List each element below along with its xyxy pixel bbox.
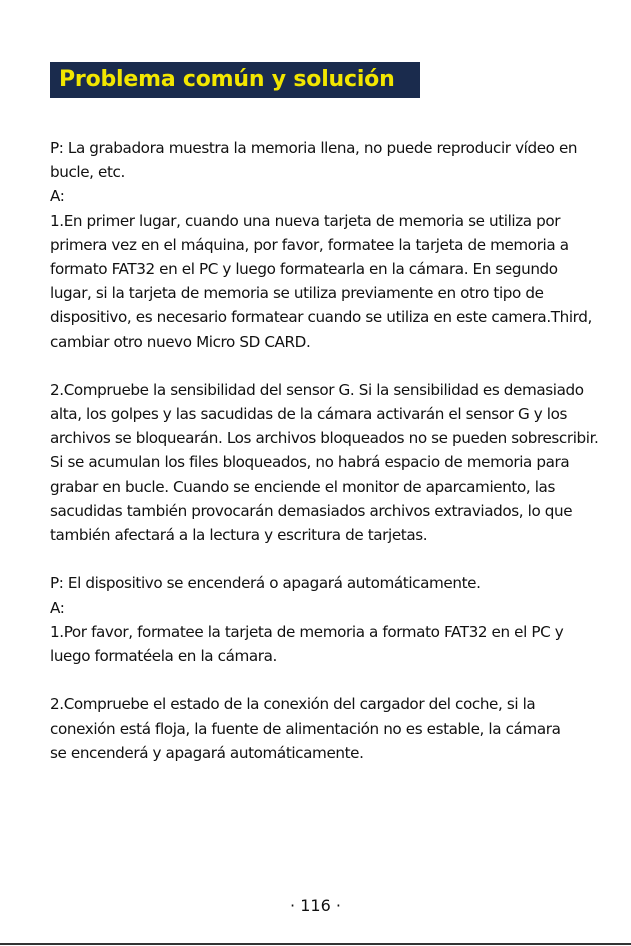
answer-line: luego formatéela en la cámara. <box>50 646 277 665</box>
answer-line: se encenderá y apagará automáticamente. <box>50 743 364 762</box>
faq-item-1 <box>50 136 610 547</box>
answer-line: dispositivo, es necesario formatear cuando se utiliza en este camera.Third, <box>50 308 592 327</box>
page-number: · 116 · <box>290 896 341 915</box>
answer-line: grabar en bucle. Cuando se enciende el monitor de aparcamiento, las <box>50 477 555 496</box>
paragraph-gap <box>50 354 610 378</box>
paragraph-gap <box>50 668 610 692</box>
answer-line: también afectará a la lectura y escritura de tarjetas. <box>50 526 428 544</box>
question-line: bucle, etc. <box>50 163 125 182</box>
answer-line: formato FAT32 en el PC y luego formatearla en la cámara. En segundo <box>50 259 558 278</box>
paragraph-gap <box>50 547 610 571</box>
answer-line: Si se acumulan los files bloqueados, no habrá espacio de memoria para <box>50 453 570 472</box>
bottom-divider <box>0 943 631 945</box>
answer-line: 2.Compruebe la sensibilidad del sensor G. Si la sensibilidad es demasiado <box>50 380 584 399</box>
answer-block-1 <box>50 209 610 354</box>
answer-block-2 <box>50 378 610 547</box>
section-title-bar <box>50 62 420 98</box>
answer-block-2 <box>50 692 610 765</box>
answer-line: 2.Compruebe el estado de la conexión del cargador del coche, si la <box>50 695 536 714</box>
answer-line: conexión está floja, la fuente de alimentación no es estable, la cámara <box>50 719 561 738</box>
answer-block-1 <box>50 620 610 668</box>
faq-item-2 <box>50 571 610 765</box>
answer-line: archivos se bloquearán. Los archivos bloqueados no se pueden sobrescribir. <box>50 429 599 448</box>
answer-line: 1.Por favor, formatee la tarjeta de memoria a formato FAT32 en el PC y <box>50 622 564 641</box>
answer-line: 1.En primer lugar, cuando una nueva tarjeta de memoria se utiliza por <box>50 211 561 230</box>
answer-line: alta, los golpes y las sacudidas de la cámara activarán el sensor G y los <box>50 405 568 424</box>
answer-line: lugar, si la tarjeta de memoria se utiliza previamente en otro tipo de <box>50 284 544 303</box>
answer-label: A: <box>50 187 65 206</box>
answer-label: A: <box>50 598 65 617</box>
answer-line: primera vez en el máquina, por favor, formatee la tarjeta de memoria a <box>50 235 569 254</box>
answer-line: sacudidas también provocarán demasiados archivos extraviados, lo que <box>50 501 573 520</box>
answer-line: cambiar otro nuevo Micro SD CARD. <box>50 332 311 351</box>
faq-content <box>50 136 610 765</box>
question-line: P: La grabadora muestra la memoria llena, no puede reproducir vídeo en <box>50 139 578 157</box>
question-line: P: El dispositivo se encenderá o apagará automáticamente. <box>50 574 481 593</box>
section-title: Problema común y solución <box>59 67 395 92</box>
